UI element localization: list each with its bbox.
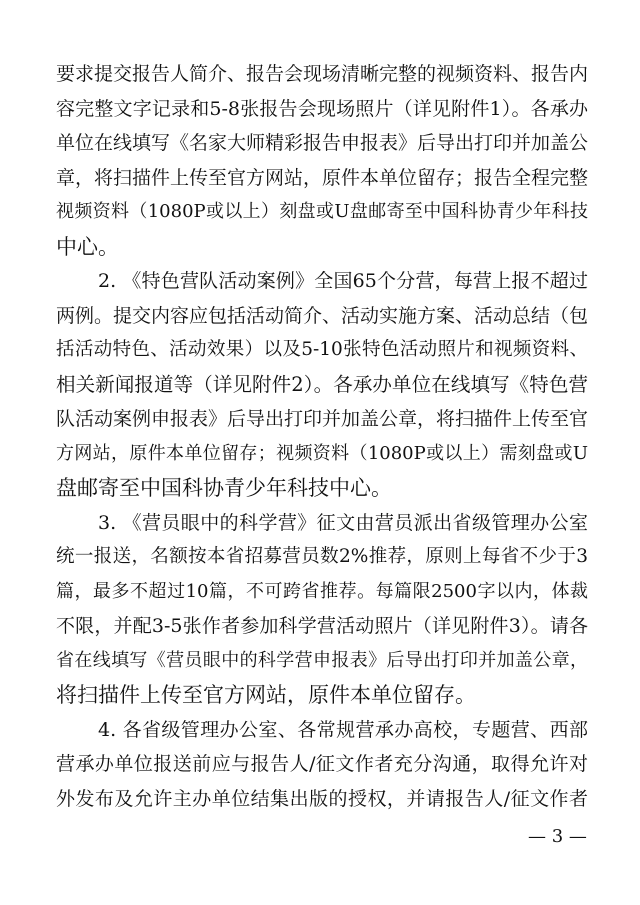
text-line: 单位在线填写《名家大师精彩报告申报表》后导出打印并加盖公 bbox=[56, 132, 588, 154]
text-line: 括活动特色、活动效果）以及5-10张特色活动照片和视频资料、 bbox=[56, 339, 588, 360]
text-line: 将扫描件上传至官方网站，原件本单位留存。 bbox=[56, 683, 476, 707]
text-line: 要求提交报告人简介、报告会现场清晰完整的视频资料、报告内 bbox=[56, 63, 588, 85]
text-line: 视频资料（1080P或以上）刻盘或U盘邮寄至中国科协青少年科技 bbox=[56, 201, 588, 222]
text-line: 两例。提交内容应包括活动简介、活动实施方案、活动总结（包 bbox=[56, 304, 588, 327]
text-line: 中心。 bbox=[56, 234, 119, 259]
text-line: 统一报送，名额按本省招募营员数2%推荐，原则上每省不少于3 bbox=[56, 546, 588, 567]
text-line: 外发布及允许主办单位结集出版的授权，并请报告人/征文作者 bbox=[56, 787, 588, 810]
text-line: 方网站，原件本单位留存；视频资料（1080P或以上）需刻盘或U bbox=[56, 442, 588, 464]
text-line: 不限，并配3-5张作者参加科学营活动照片（详见附件3）。请各 bbox=[56, 615, 588, 637]
text-line: 章，将扫描件上传至官方网站，原件本单位留存；报告全程完整 bbox=[56, 166, 588, 189]
text-line: 营承办单位报送前应与报告人/征文作者充分沟通，取得允许对 bbox=[56, 753, 588, 775]
text-line: 4. 各省级管理办公室、各常规营承办高校，专题营、西部 bbox=[98, 718, 588, 741]
text-line: 篇，最多不超过10篇，不可跨省推荐。每篇限2500字以内，体裁 bbox=[56, 580, 588, 602]
page-number: — 3 — bbox=[528, 826, 587, 847]
document-body bbox=[56, 57, 588, 816]
text-line: 省在线填写《营员眼中的科学营申报表》后导出打印并加盖公章， bbox=[56, 649, 588, 671]
text-line: 相关新闻报道等（详见附件2）。各承办单位在线填写《特色营 bbox=[56, 372, 588, 396]
text-line: 盘邮寄至中国科协青少年科技中心。 bbox=[56, 476, 392, 500]
text-line: 队活动案例申报表》后导出打印并加盖公章，将扫描件上传至官 bbox=[56, 408, 588, 430]
text-line: 容完整文字记录和5-8张报告会现场照片（详见附件1）。各承办 bbox=[56, 97, 588, 120]
text-line: 2. 《特色营队活动案例》全国65个分营，每营上报不超过 bbox=[98, 270, 588, 292]
text-line: 3. 《营员眼中的科学营》征文由营员派出省级管理办公室 bbox=[98, 511, 588, 534]
